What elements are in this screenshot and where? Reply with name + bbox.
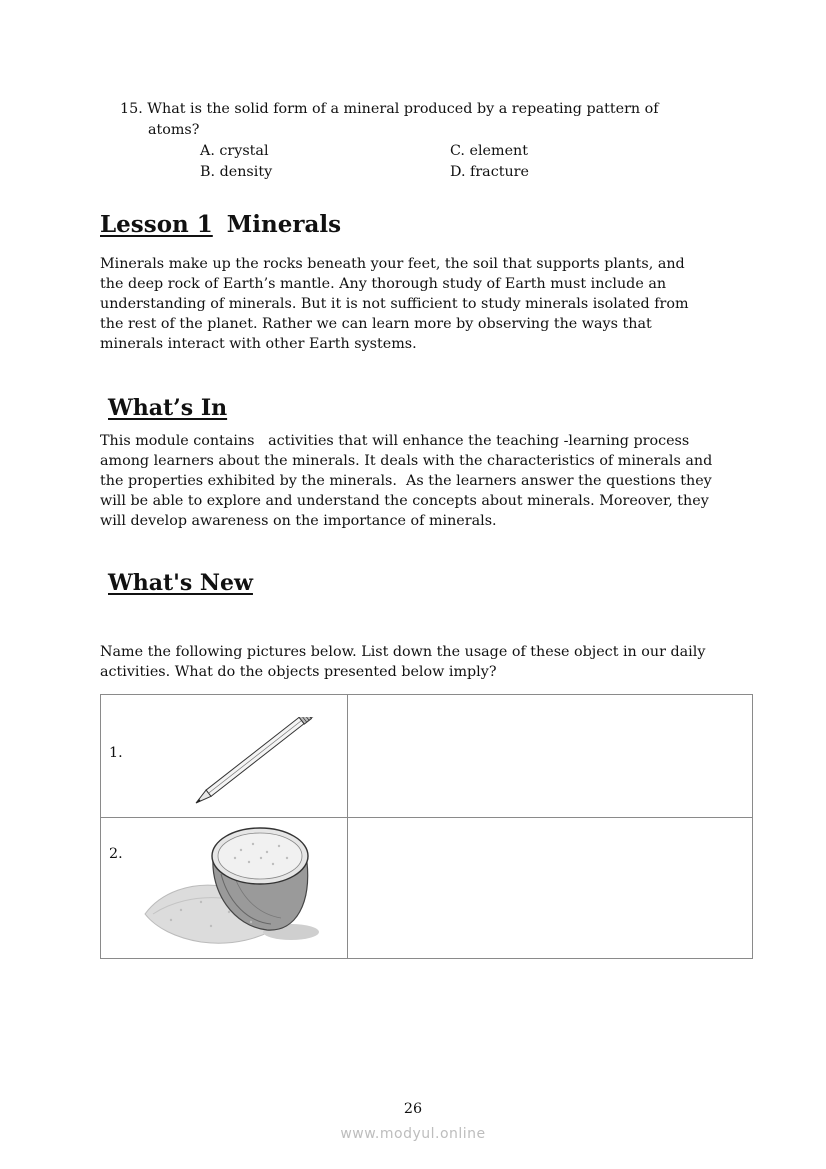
choice-d: D. fracture <box>450 164 529 180</box>
whats-in-line: will be able to explore and understand the concepts about minerals. Moreover, they <box>100 493 709 509</box>
whats-in-line: among learners about the minerals. It deals with the characteristics of minerals and <box>100 453 713 469</box>
whats-new-instructions <box>100 642 726 682</box>
lesson-heading <box>100 211 341 238</box>
choice-a: A. crystal <box>200 143 269 159</box>
question-15 <box>120 99 659 119</box>
table-row <box>101 818 753 959</box>
whats-in-body <box>100 431 740 531</box>
salt-bowl-icon <box>141 822 321 952</box>
pencil-icon <box>181 717 321 817</box>
intro-line: Minerals make up the rocks beneath your feet, the soil that supports plants, and <box>100 256 685 272</box>
table-row <box>101 695 753 818</box>
whats-in-heading: What’s In <box>108 395 228 421</box>
instructions-line: Name the following pictures below. List down the usage of these object in our daily <box>100 644 706 660</box>
whats-in-line: will develop awareness on the importance of minerals. <box>100 513 497 529</box>
lesson-number: Lesson 1 <box>100 211 213 238</box>
lesson-title: Minerals <box>226 211 342 238</box>
choice-c: C. element <box>450 143 528 159</box>
answer-cell[interactable] <box>348 695 753 818</box>
item-number: 2. <box>109 846 123 862</box>
item-number: 1. <box>109 745 123 761</box>
choice-b: B. density <box>200 164 273 180</box>
picture-cell <box>101 818 348 959</box>
activity-table <box>100 694 753 959</box>
question-text: What is the solid form of a mineral produced by a repeating pattern of <box>147 101 659 117</box>
whats-in-line: the properties exhibited by the minerals. As the learners answer the questions they <box>100 473 712 489</box>
picture-cell <box>101 695 348 818</box>
question-text-cont: atoms? <box>148 122 200 138</box>
question-number: 15. <box>120 101 143 117</box>
whats-new-heading: What's New <box>108 570 253 596</box>
intro-line: minerals interact with other Earth systems. <box>100 336 417 352</box>
intro-line: understanding of minerals. But it is not sufficient to study minerals isolated from <box>100 296 689 312</box>
answer-cell[interactable] <box>348 818 753 959</box>
instructions-line: activities. What do the objects presented below imply? <box>100 664 497 680</box>
lesson-intro <box>100 254 726 354</box>
whats-in-line: This module contains activities that will enhance the teaching -learning process <box>100 433 690 449</box>
intro-line: the deep rock of Earth’s mantle. Any thorough study of Earth must include an <box>100 276 667 292</box>
intro-line: the rest of the planet. Rather we can learn more by observing the ways that <box>100 316 652 332</box>
page-number: 26 <box>403 1101 423 1117</box>
watermark: www.modyul.online <box>340 1126 486 1142</box>
